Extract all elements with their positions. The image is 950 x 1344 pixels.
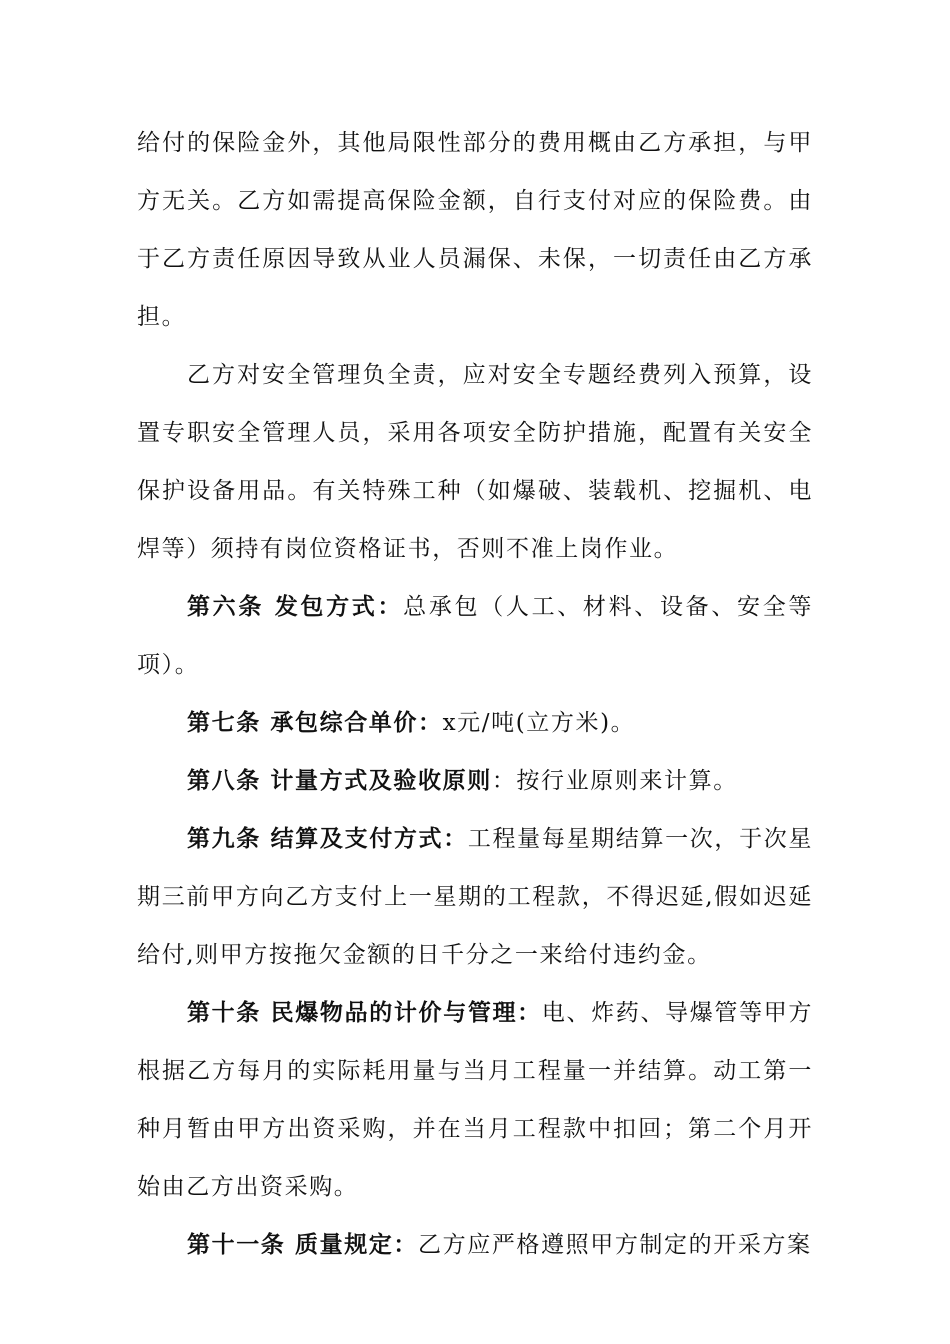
article-6-contract-method <box>137 578 813 694</box>
article-11-quality <box>137 1216 813 1274</box>
article-text: x元/吨(立方米)。 <box>442 710 636 736</box>
paragraph-safety-management <box>137 346 813 578</box>
article-8-measurement <box>137 752 813 810</box>
article-label: 第九条 结算及支付方式： <box>187 826 468 852</box>
article-text: 工程量每星期结算一次，于次星期三前甲方向乙方支付上一星期的工程款，不得迟延,假如迟延给付,则甲方按拖欠金额的日千分之一来给付违约金。 <box>137 826 813 968</box>
article-9-settlement <box>137 810 813 984</box>
article-label: 第八条 计量方式及验收原则 <box>187 768 492 794</box>
article-7-unit-price <box>137 694 813 752</box>
article-text: ：按行业原则来计算。 <box>491 768 738 794</box>
article-text: 电、炸药、导爆管等甲方根据乙方每月的实际耗用量与当月工程量一并结算。动工第一种月暂由甲方出资采购，并在当月工程款中扣回；第二个月开始由乙方出资采购。 <box>137 1000 813 1200</box>
document-body <box>137 114 813 1274</box>
article-label: 第六条 发包方式： <box>187 594 404 620</box>
paragraph-insurance-continued <box>137 114 813 346</box>
article-label: 第七条 承包综合单价： <box>187 710 443 736</box>
paragraph-text: 乙方对安全管理负全责，应对安全专题经费列入预算，设置专职安全管理人员，采用各项安全防护措施，配置有关安全保护设备用品。有关特殊工种（如爆破、装载机、挖掘机、电焊等）须持有岗位资格证书，否则不准上岗作业。 <box>137 362 813 562</box>
paragraph-text: 给付的保险金外，其他局限性部分的费用概由乙方承担，与甲方无关。乙方如需提高保险金额，自行支付对应的保险费。由于乙方责任原因导致从业人员漏保、未保，一切责任由乙方承担。 <box>137 130 813 330</box>
article-label: 第十一条 质量规定： <box>187 1232 419 1258</box>
article-label: 第十条 民爆物品的计价与管理： <box>187 1000 542 1026</box>
article-text: 乙方应严格遵照甲方制定的开采方案 <box>418 1232 812 1258</box>
article-10-explosives <box>137 984 813 1216</box>
article-text: 总承包（人工、材料、设备、安全等项）。 <box>137 594 813 678</box>
